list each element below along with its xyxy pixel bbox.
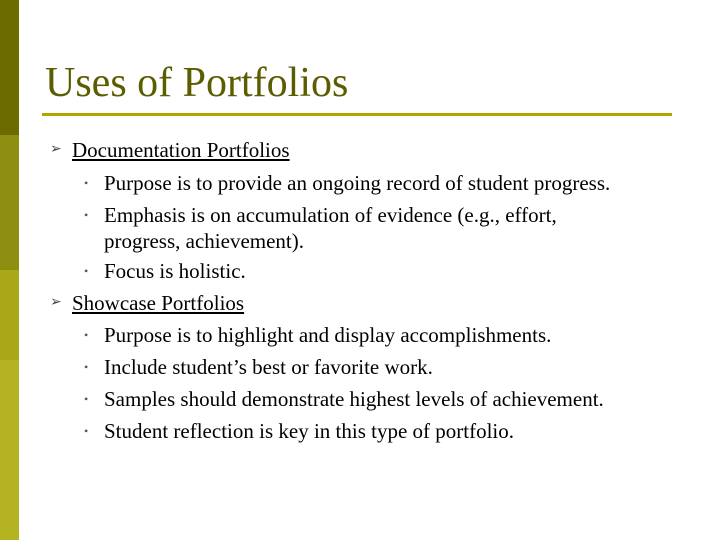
arrowhead-bullet-icon: ➢ bbox=[50, 142, 62, 157]
section-heading-documentation: Documentation Portfolios bbox=[72, 138, 290, 162]
list-item: Purpose is to highlight and display accomplishments. bbox=[104, 323, 552, 347]
list-item: Samples should demonstrate highest levels of achievement. bbox=[104, 387, 604, 411]
dot-bullet-icon: • bbox=[84, 176, 89, 190]
list-item: Focus is holistic. bbox=[104, 259, 246, 283]
slide-title: Uses of Portfolios bbox=[45, 60, 349, 106]
dot-bullet-icon: • bbox=[84, 264, 89, 278]
list-item: Emphasis is on accumulation of evidence (e.g., effort, bbox=[104, 203, 557, 227]
section-heading-showcase: Showcase Portfolios bbox=[72, 291, 245, 315]
dot-bullet-icon: • bbox=[84, 208, 89, 222]
dot-bullet-icon: • bbox=[84, 328, 89, 342]
accent-bar-segment bbox=[0, 135, 19, 270]
list-item-continuation: progress, achievement). bbox=[104, 229, 305, 253]
accent-bar-segment bbox=[0, 0, 19, 135]
dot-bullet-icon: • bbox=[84, 424, 89, 438]
list-item: Include student’s best or favorite work. bbox=[104, 355, 433, 379]
list-item: Purpose is to provide an ongoing record of student progress. bbox=[104, 171, 611, 195]
title-underline-rule bbox=[42, 113, 672, 116]
dot-bullet-icon: • bbox=[84, 392, 89, 406]
accent-bar-segment bbox=[0, 270, 19, 360]
dot-bullet-icon: • bbox=[84, 360, 89, 374]
accent-bar-segment bbox=[0, 360, 19, 540]
list-item: Student reflection is key in this type of portfolio. bbox=[104, 419, 515, 443]
left-accent-bar bbox=[0, 0, 19, 540]
arrowhead-bullet-icon: ➢ bbox=[50, 295, 62, 310]
